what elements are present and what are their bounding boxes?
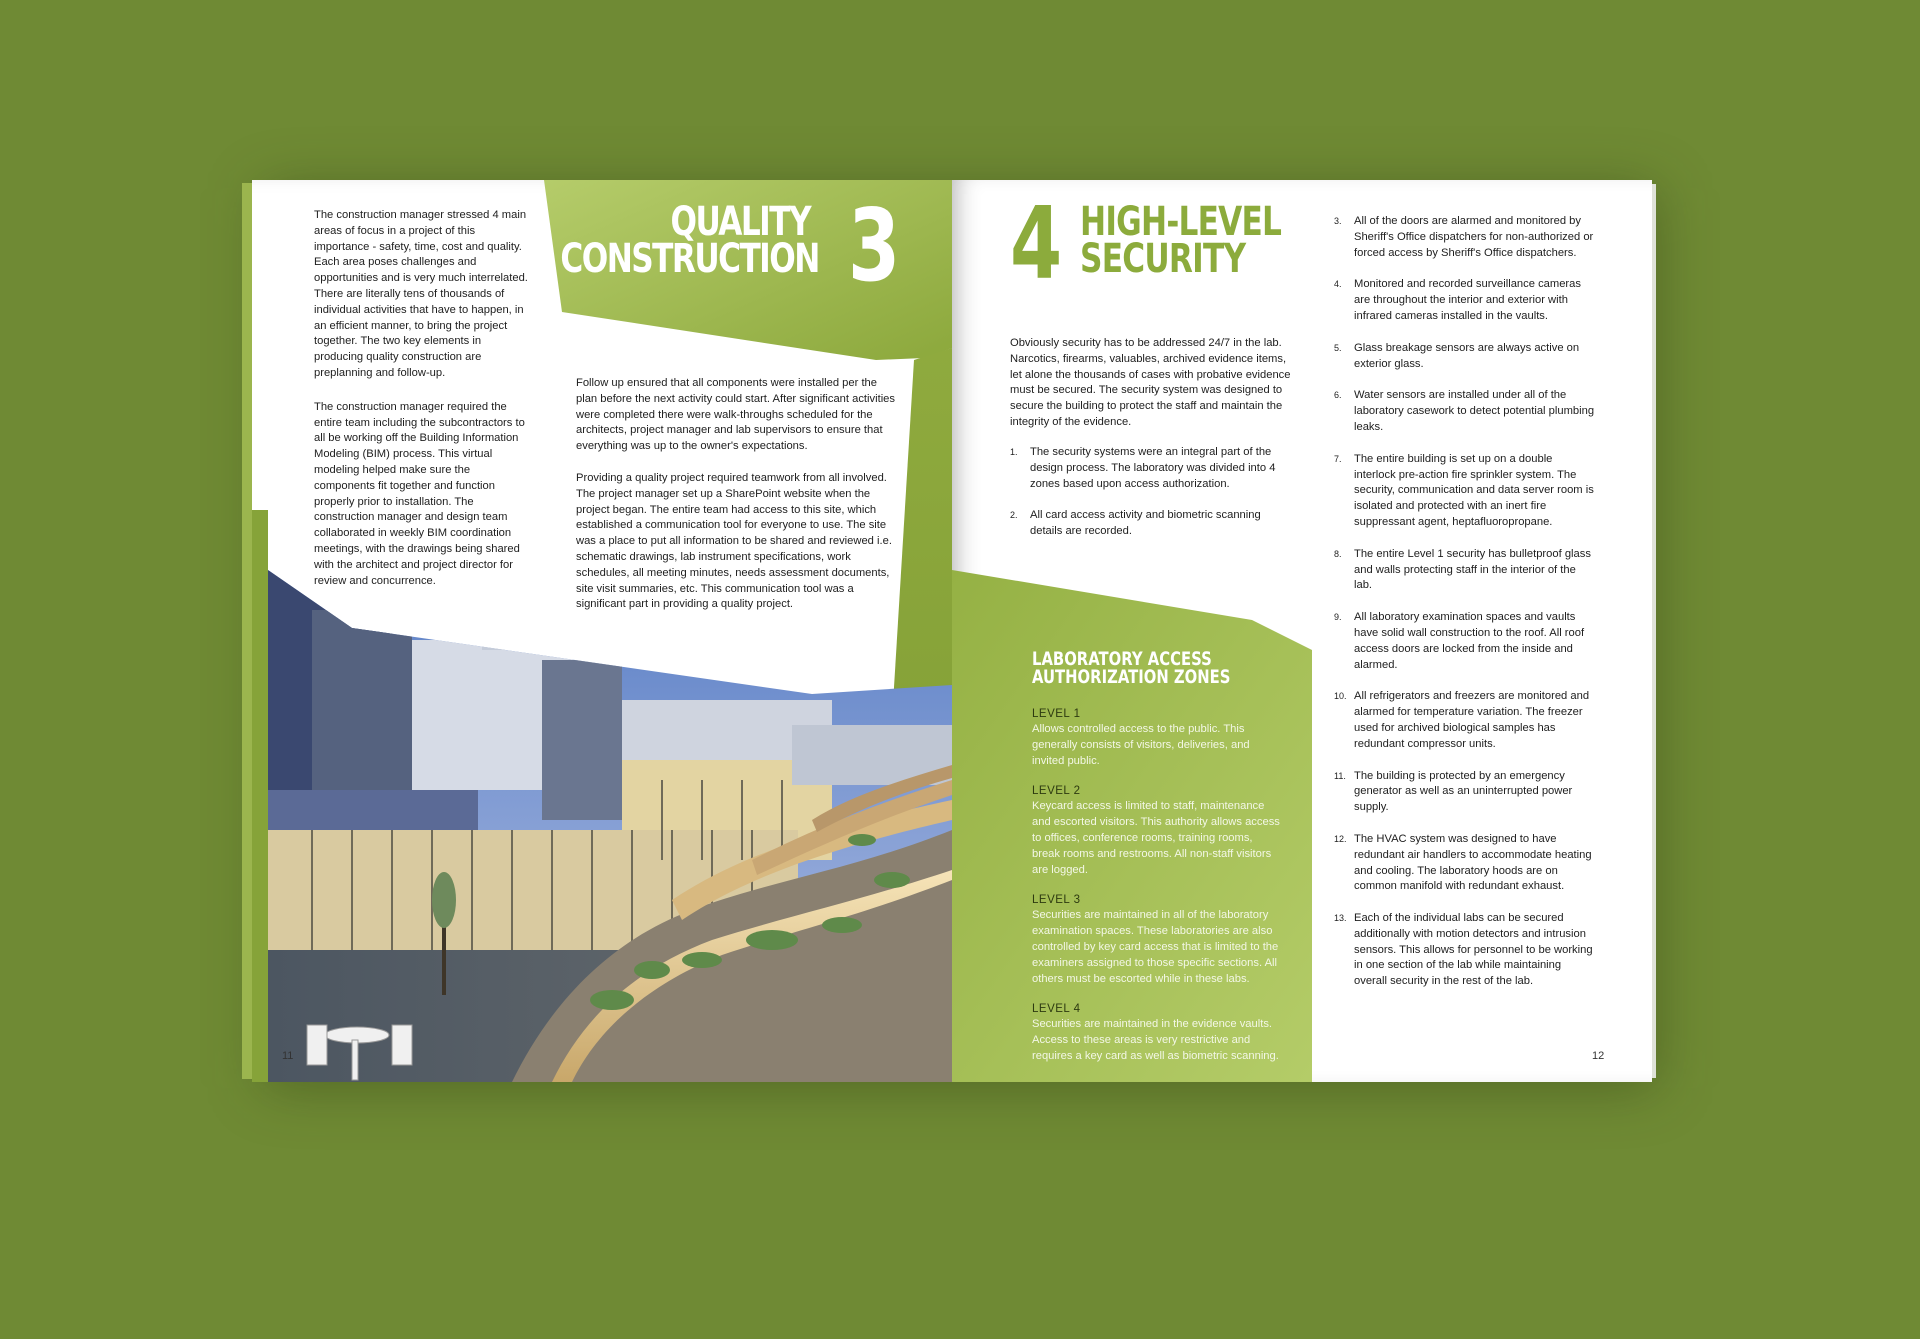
list-item	[1334, 610, 1596, 673]
intro-paragraph: The construction manager stressed 4 main areas of focus in a project of this importance - safety, time, cost and quality. Each area poses challenges and opportunities and is very much interrelated. There are literally tens of thousands of individual activities that have to happen, in an efficient manner, to bring the project together. The two key elements in producing quality construction are preplanning and follow-up.	[314, 209, 528, 379]
level-description: Securities are maintained in the evidence vaults. Access to these areas is very restrictive and requires a key card as well as biometric scanning.	[1032, 1018, 1279, 1062]
level-title: LEVEL 4	[1032, 1003, 1081, 1016]
section-number: 4	[1010, 185, 1063, 302]
level-title: LEVEL 2	[1032, 785, 1081, 798]
list-number: 2.	[1010, 510, 1018, 521]
list-item	[1334, 832, 1596, 895]
security-list-left	[1010, 445, 1292, 556]
list-item	[1334, 689, 1596, 752]
list-item	[1334, 452, 1596, 531]
open-brochure	[252, 180, 1652, 1082]
list-text: The entire Level 1 security has bulletproof glass and walls protecting staff in the interior of the lab.	[1354, 547, 1591, 592]
security-intro: Obviously security has to be addressed 24/7 in the lab. Narcotics, firearms, valuables, archived evidence items, let alone the thousands of cases with probative evidence must be secured. The security system was designed to secure the building to protect the staff and maintain the integrity of the evidence.	[1010, 337, 1291, 428]
access-title-line: LABORATORY ACCESS	[1032, 648, 1212, 670]
list-number: 8.	[1334, 548, 1342, 559]
list-number: 9.	[1334, 612, 1342, 623]
list-item	[1334, 277, 1596, 324]
body-paragraph: Follow up ensured that all components were installed per the plan before the next activity could start. After significant activities were completed there were walk-throughs scheduled for the architects, project manager and lab supervisors to ensure that everything was up to the owner's expectations.	[576, 377, 896, 453]
body-paragraph: Providing a quality project required teamwork from all involved. The project manager set up a SharePoint website when the project began. The entire team had access to this site, which established a communication tool for everyone to use. The site was a place to put all information to be shared and reviewed i.e. schematic drawings, lab instrument specifications, work schedules, all meeting minutes, needs assessment documents, site visit summaries, etc. This communication tool was a significant part in providing a quality project.	[576, 471, 892, 611]
intro-paragraph: The construction manager required the entire team including the subcontractors to all be working off the Building Information Modeling (BIM) process. This virtual modeling helped make sure the components fit together and function properly prior to installation. The construction manager and design team collaborated in weekly BIM coordination meetings, with the drawings being shared with the architect and project director for review and concurrence.	[314, 400, 525, 587]
access-zones	[1032, 650, 1280, 1079]
list-text: Each of the individual labs can be secured additionally with motion detectors and intrusion sensors. This allows for personnel to be working in one section of the lab while maintaining overall security in the rest of the lab.	[1354, 912, 1593, 988]
list-item	[1010, 508, 1292, 540]
list-number: 13.	[1334, 913, 1347, 924]
level-title: LEVEL 3	[1032, 894, 1081, 907]
left-page	[252, 180, 952, 1082]
list-number: 7.	[1334, 453, 1342, 464]
level-description: Securities are maintained in all of the laboratory examination spaces. These laboratories are also controlled by key card access that is limited to the examiners assigned to those specific sections. All others must be escorted while in these labs.	[1032, 909, 1279, 985]
level-description: Allows controlled access to the public. This generally consists of visitors, deliveries, and invited public.	[1032, 723, 1250, 767]
list-item	[1334, 388, 1596, 435]
list-text: All refrigerators and freezers are monitored and alarmed for temperature variation. The freezer used for archived biological samples has redundant compressor units.	[1354, 690, 1590, 750]
level-description: Keycard access is limited to staff, maintenance and escorted visitors. This authority allows access to offices, conference rooms, training rooms, break rooms and restrooms. All non-staff visitors are logged.	[1032, 800, 1280, 876]
section-title-line: SECURITY	[1080, 236, 1246, 282]
list-item	[1334, 911, 1596, 990]
list-number: 12.	[1334, 833, 1347, 844]
access-zones-title	[1032, 648, 1231, 688]
list-number: 5.	[1334, 342, 1342, 353]
section-title-line: CONSTRUCTION	[560, 236, 819, 282]
list-text: Water sensors are installed under all of the laboratory casework to detect potential plumbing leaks.	[1354, 389, 1595, 433]
page-number: 12	[1592, 1050, 1605, 1062]
page-number: 11	[282, 1050, 294, 1062]
section-title-high-level-security	[1080, 199, 1282, 282]
section-title-line: QUALITY	[670, 199, 810, 245]
access-level	[1032, 1001, 1280, 1064]
security-list-right	[1334, 214, 1596, 1006]
list-number: 11.	[1334, 770, 1346, 781]
list-text: The building is protected by an emergency generator as well as an uninterrupted power supply.	[1354, 769, 1573, 814]
list-number: 3.	[1334, 216, 1342, 226]
section-title-line: HIGH-LEVEL	[1080, 199, 1282, 245]
access-level	[1032, 706, 1280, 769]
right-page	[952, 180, 1652, 1082]
building-courtyard-photo	[252, 180, 952, 1082]
list-text: The security systems were an integral part of the design process. The laboratory was divided into 4 zones based upon access authorization.	[1030, 446, 1276, 490]
access-level	[1032, 892, 1280, 987]
list-item	[1334, 547, 1596, 594]
list-number: 6.	[1334, 390, 1342, 401]
list-text: Glass breakage sensors are always active on exterior glass.	[1354, 341, 1580, 370]
access-title-line: AUTHORIZATION ZONES	[1032, 666, 1231, 688]
section-number: 3	[848, 187, 901, 304]
level-title: LEVEL 1	[1032, 708, 1081, 720]
list-item	[1010, 445, 1292, 492]
list-text: All laboratory examination spaces and vaults have solid wall construction to the roof. All roof access doors are locked from the inside and alarmed.	[1354, 611, 1585, 671]
list-text: All card access activity and biometric scanning details are recorded.	[1030, 509, 1261, 538]
list-item	[1334, 769, 1596, 816]
list-text: The entire building is set up on a double interlock pre-action fire sprinkler system. The security, communication and data server room is isolated and protected with an inert fire suppressant agent, heptafluoropropane.	[1354, 452, 1594, 528]
list-number: 1.	[1010, 447, 1018, 457]
list-number: 10.	[1334, 691, 1347, 702]
list-text: The HVAC system was designed to have redundant air handlers to accommodate heating and cooling. The laboratory hoods are on common manifold with redundant exhaust.	[1354, 832, 1592, 893]
list-item	[1334, 214, 1596, 261]
list-text: Monitored and recorded surveillance cameras are throughout the interior and exterior with infrared cameras installed in the vaults.	[1354, 278, 1581, 322]
list-item	[1334, 341, 1596, 373]
list-text: All of the doors are alarmed and monitored by Sheriff's Office dispatchers for non-authorized or forced access by Sheriff's Office dispatchers.	[1354, 215, 1594, 259]
list-number: 4.	[1334, 279, 1342, 290]
access-level	[1032, 783, 1280, 878]
